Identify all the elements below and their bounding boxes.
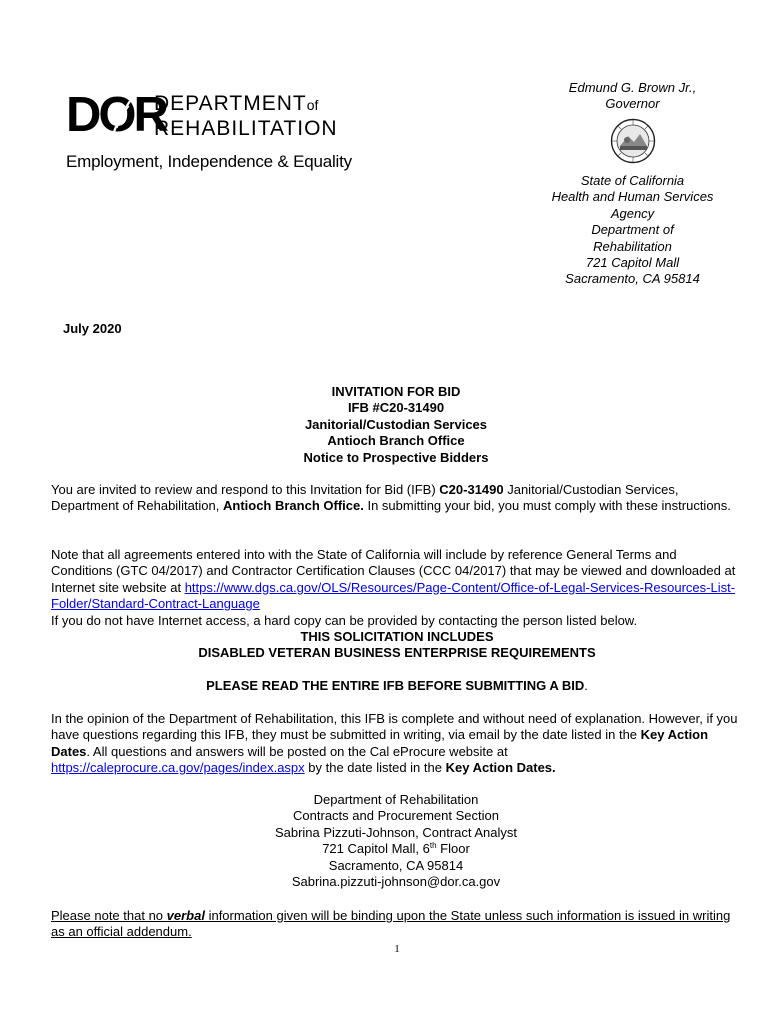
dvbe-notice: THIS SOLICITATION INCLUDES DISABLED VETERAN BUSINESS ENTERPRISE REQUIREMENTS xyxy=(198,629,596,661)
california-state-seal-icon xyxy=(610,118,656,164)
intro-paragraph: You are invited to review and respond to this Invitation for Bid (IFB) C20-31490 Janitorial/Custodian Services, Department of Rehabilitation, Antioch Branch Office. In submitting your bid, you must comply with these instructions. xyxy=(51,482,731,514)
caleprocure-link[interactable]: https://caleprocure.ca.gov/pages/index.aspx xyxy=(51,760,305,776)
dgs-contract-language-link[interactable]: https://www.dgs.ca.gov/OLS/Resources/Page-Content/Office-of-Legal-Services-Resources-List-Folder/Standard-Contract-Language xyxy=(51,579,736,612)
agency-line: Rehabilitation xyxy=(593,238,672,254)
agency-line: Sacramento, CA 95814 xyxy=(565,271,700,287)
logo-department-text: DEPARTMENTof REHABILITATION xyxy=(154,92,338,140)
document-date: July 2020 xyxy=(63,321,122,336)
page-number: 1 xyxy=(394,943,400,955)
dor-logo xyxy=(66,88,352,183)
title-line: INVITATION FOR BID xyxy=(331,384,461,399)
agency-line: Department of xyxy=(591,222,674,238)
contact-email: Sabrina.pizzuti-johnson@dor.ca.gov xyxy=(291,874,501,890)
agency-line: State of California xyxy=(580,173,685,188)
verbal-information-note: Please note that no verbal information given will be binding upon the State unless such information is issued in writing as an official addendum. xyxy=(51,908,731,940)
agency-line: Health and Human Services xyxy=(551,189,714,205)
agency-line: Agency xyxy=(610,205,655,221)
agency-address-block xyxy=(535,173,730,288)
document-title xyxy=(196,384,596,466)
governor-block xyxy=(535,80,730,113)
logo-tagline: Employment, Independence & Equality xyxy=(66,152,352,171)
title-line: IFB #C20-31490 xyxy=(347,400,445,416)
agency-line: 721 Capitol Mall xyxy=(585,255,680,271)
title-line: Janitorial/Custodian Services xyxy=(304,416,488,432)
read-entire-ifb-notice: PLEASE READ THE ENTIRE IFB BEFORE SUBMITTING A BID. xyxy=(206,678,588,693)
logo-feather-icon xyxy=(110,98,132,136)
title-line: Notice to Prospective Bidders xyxy=(303,449,489,465)
governor-name: Edmund G. Brown Jr., xyxy=(568,80,697,95)
questions-paragraph: In the opinion of the Department of Rehabilitation, this IFB is complete and without need of explanation. However, if you have questions regarding this IFB, they must be submitted in writing, via email by the date listed in the Key Action Dates. All questions and answers will be posted on the Cal eProcure website at https://caleprocure.ca.gov/pages/index.aspx by the date listed in the Key Action Dates. xyxy=(51,711,738,776)
contact-block: Department of Rehabilitation Contracts and Procurement Section Sabrina Pizzuti-Johnson, Contract Analyst 721 Capitol Mall, 6th Floor Sacramento, CA 95814 Sabrina.pizzuti-johnson@dor.ca.gov xyxy=(196,792,596,890)
terms-paragraph: Note that all agreements entered into with the State of California will include by reference General Terms and Conditions (GTC 04/2017) and Contractor Certification Clauses (CCC 04/2017) that may be viewed and downloaded at Internet site website at https://www.dgs.ca.gov/OLS/Resources/Page-Content/Office-of-Legal-Services-Resources-List-Folder/Standard-Contract-Language If you do not have Internet access, a hard copy can be provided by contacting the person listed below. xyxy=(51,547,736,628)
title-line: Antioch Branch Office xyxy=(327,433,465,449)
logo-mark: DOR xyxy=(66,88,166,142)
governor-title: Governor xyxy=(605,96,660,112)
